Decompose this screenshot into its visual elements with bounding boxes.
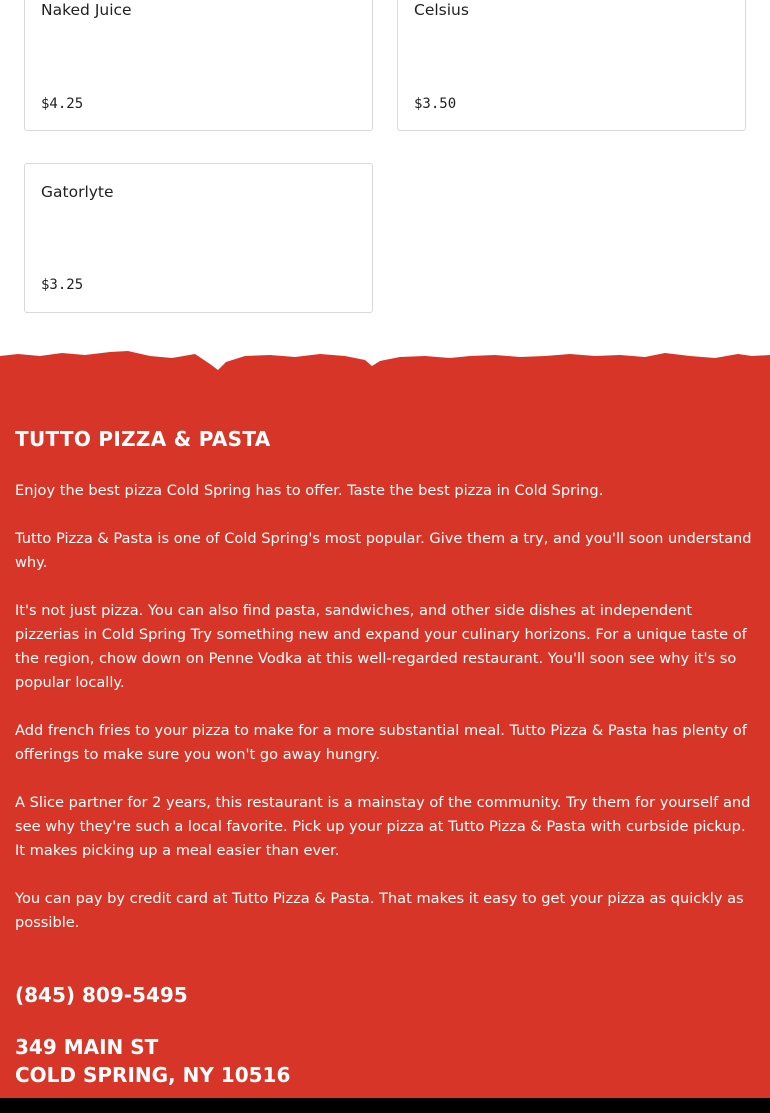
description-paragraph: Tutto Pizza & Pasta is one of Cold Spring's most popular. Give them a try, and you'll soon understand why. (15, 530, 752, 571)
menu-item-price: $3.25 (41, 277, 84, 293)
menu-item-card[interactable] (24, 0, 373, 131)
description-paragraph: You can pay by credit card at Tutto Pizza & Pasta. That makes it easy to get your pizza as quickly as possible. (15, 890, 744, 931)
restaurant-info-footer (0, 382, 770, 1098)
menu-item-name: Gatorlyte (41, 183, 114, 201)
menu-item-card[interactable] (24, 163, 373, 313)
menu-item-name: Celsius (414, 1, 469, 19)
description-paragraph: A Slice partner for 2 years, this restaurant is a mainstay of the community. Try them for yourself and see why they're such a local favorite. Pick up your pizza at Tutto Pizza & Pasta with curbside pickup. It makes picking up a meal easier than ever. (15, 794, 751, 859)
menu-item-price: $3.50 (414, 96, 457, 112)
menu-item-card[interactable] (397, 0, 746, 131)
phone-number-link[interactable]: (845) 809-5495 (15, 983, 188, 1007)
description-paragraph: Add french fries to your pizza to make for a more substantial meal. Tutto Pizza & Pasta has plenty of offerings to make sure you won't go away hungry. (15, 722, 747, 763)
description-paragraph: It's not just pizza. You can also find pasta, sandwiches, and other side dishes at independent pizzerias in Cold Spring Try something new and expand your culinary horizons. For a unique taste of the region, chow down on Penne Vodka at this well-regarded restaurant. You'll soon see why it's so popular locally. (15, 602, 747, 691)
restaurant-name-heading: TUTTO PIZZA & PASTA (15, 427, 271, 451)
torn-edge-decoration (0, 344, 770, 384)
description-paragraph: Enjoy the best pizza Cold Spring has to offer. Taste the best pizza in Cold Spring. (15, 482, 604, 499)
menu-item-name: Naked Juice (41, 1, 132, 19)
page-bottom-bar (0, 1098, 770, 1113)
address-line-city: COLD SPRING, NY 10516 (15, 1063, 291, 1087)
menu-item-price: $4.25 (41, 96, 84, 112)
address-line-street: 349 MAIN ST (15, 1035, 159, 1059)
